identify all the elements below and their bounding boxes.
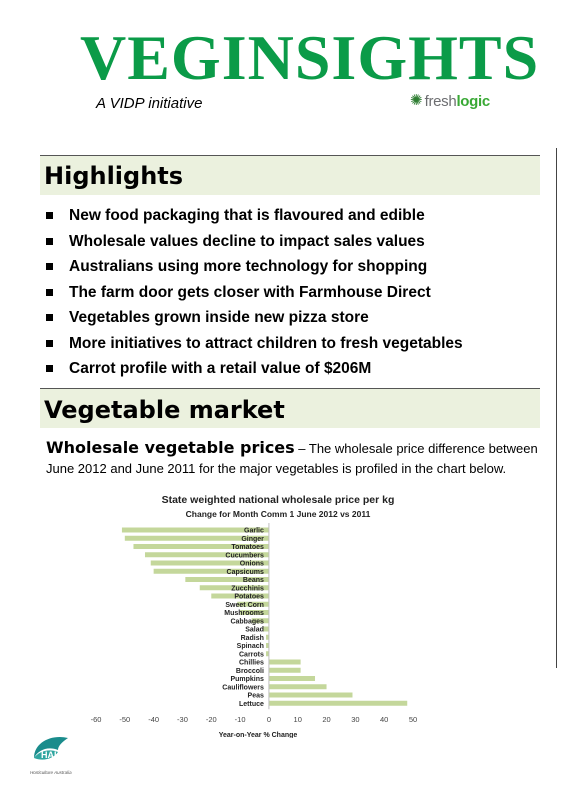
brand-title: VEGINSIGHTS bbox=[80, 22, 540, 93]
bullet-square-icon bbox=[46, 340, 53, 347]
list-item-text: The farm door gets closer with Farmhouse Direct bbox=[69, 283, 431, 301]
chart-category-label: Tomatoes bbox=[231, 544, 264, 552]
freshlogic-logo bbox=[410, 92, 490, 110]
chart-category-label: Salad bbox=[245, 626, 264, 634]
bullet-square-icon bbox=[46, 212, 53, 219]
chart-category-label: Garlic bbox=[244, 527, 264, 535]
chart-category-label: Potatoes bbox=[234, 593, 264, 601]
paragraph-body: – The wholesale price difference between June 2012 and June 2011 for the major vegetables is profiled in the chart below. bbox=[46, 441, 538, 476]
list-item bbox=[40, 331, 550, 357]
bullet-square-icon bbox=[46, 314, 53, 321]
chart-category-label: Chillies bbox=[239, 659, 264, 667]
chart-title: State weighted national wholesale price per kg bbox=[161, 494, 395, 506]
chart-category-label: Lettuce bbox=[239, 700, 264, 708]
chart-category-label: Broccoli bbox=[235, 667, 264, 675]
chart-tick-label: -60 bbox=[90, 715, 102, 724]
list-item-text: New food packaging that is flavoured and edible bbox=[69, 207, 425, 224]
freshlogic-logo-prefix: fresh bbox=[424, 92, 457, 110]
chart-category-label: Cauliflowers bbox=[222, 684, 264, 692]
chart-category-label: Pumpkins bbox=[230, 676, 264, 684]
chart-bar bbox=[269, 660, 301, 665]
chart-tick-label: 50 bbox=[408, 715, 418, 724]
bullet-square-icon bbox=[46, 289, 53, 296]
tagline: A VIDP initiative bbox=[96, 95, 203, 112]
chart-tick-label: 20 bbox=[322, 715, 331, 724]
list-item-text: Wholesale values decline to impact sales values bbox=[69, 232, 425, 250]
chart-bar bbox=[269, 668, 301, 673]
section-heading-vegetable-market bbox=[40, 388, 540, 428]
chart-category-label: Mushrooms bbox=[224, 610, 264, 618]
chart-bar bbox=[269, 701, 407, 706]
list-item bbox=[40, 229, 550, 255]
chart-category-label: Capsicums bbox=[226, 568, 264, 576]
wholesale-price-chart bbox=[0, 488, 564, 738]
chart-tick-label: -30 bbox=[177, 715, 188, 724]
chart-subtitle: Change for Month Comm 1 June 2012 vs 2011 bbox=[185, 509, 371, 519]
wholesale-prices-paragraph bbox=[46, 438, 546, 479]
list-item-text: More initiatives to attract children to fresh vegetables bbox=[69, 334, 463, 352]
chart-tick-label: 0 bbox=[266, 715, 271, 724]
chart-tick-label: -10 bbox=[234, 715, 246, 724]
chart-category-label: Spinach bbox=[236, 643, 264, 651]
chart-bar bbox=[263, 627, 269, 632]
section-heading-highlights: Highlights bbox=[40, 155, 540, 195]
hal-logo-caption: Horticulture Australia bbox=[30, 770, 72, 775]
chart-tick-label: 10 bbox=[293, 715, 302, 724]
chart-tick-label: -40 bbox=[148, 715, 160, 724]
list-item-text: Vegetables grown inside new pizza store bbox=[69, 309, 369, 326]
list-item-text: Carrot profile with a retail value of $206M bbox=[69, 360, 372, 377]
list-item bbox=[40, 356, 550, 382]
chart-category-label: Sweet Corn bbox=[225, 601, 264, 609]
hal-logo bbox=[28, 732, 88, 780]
bullet-square-icon bbox=[46, 365, 53, 372]
chart-tick-label: -50 bbox=[119, 715, 131, 724]
bullet-square-icon bbox=[46, 238, 53, 245]
chart-category-label: Cucumbers bbox=[225, 552, 264, 560]
section-heading-text: Vegetable market bbox=[44, 396, 285, 424]
list-item bbox=[40, 254, 550, 280]
highlights-list bbox=[40, 203, 550, 382]
chart-tick-label: 30 bbox=[351, 715, 360, 724]
chart-category-label: Radish bbox=[240, 634, 264, 642]
chart-category-label: Carrots bbox=[239, 651, 264, 659]
chart-tick-label: 40 bbox=[380, 715, 389, 724]
list-item bbox=[40, 203, 550, 229]
chart-category-label: Ginger bbox=[241, 535, 264, 543]
chart-category-label: Onions bbox=[239, 560, 264, 568]
chart-category-label: Cabbages bbox=[230, 618, 264, 626]
list-item bbox=[40, 280, 550, 306]
chart-category-label: Peas bbox=[247, 692, 264, 700]
chart-category-label: Zucchinis bbox=[231, 585, 264, 593]
hal-logo-text: HAL bbox=[41, 750, 60, 760]
chart-tick-label: -20 bbox=[205, 715, 217, 724]
paragraph-lead: Wholesale vegetable prices bbox=[46, 438, 295, 457]
freshlogic-logo-suffix: logic bbox=[456, 92, 490, 110]
chart-bar bbox=[269, 684, 327, 689]
bullet-square-icon bbox=[46, 263, 53, 270]
list-item bbox=[40, 305, 550, 331]
chart-bar bbox=[269, 693, 353, 698]
chart-bar bbox=[269, 676, 315, 681]
chart-x-axis-label: Year-on-Year % Change bbox=[218, 732, 298, 738]
list-item-text: Australians using more technology for shopping bbox=[69, 258, 428, 275]
chart-category-label: Beans bbox=[242, 577, 264, 585]
freshlogic-star-icon: ✺ bbox=[410, 92, 423, 109]
